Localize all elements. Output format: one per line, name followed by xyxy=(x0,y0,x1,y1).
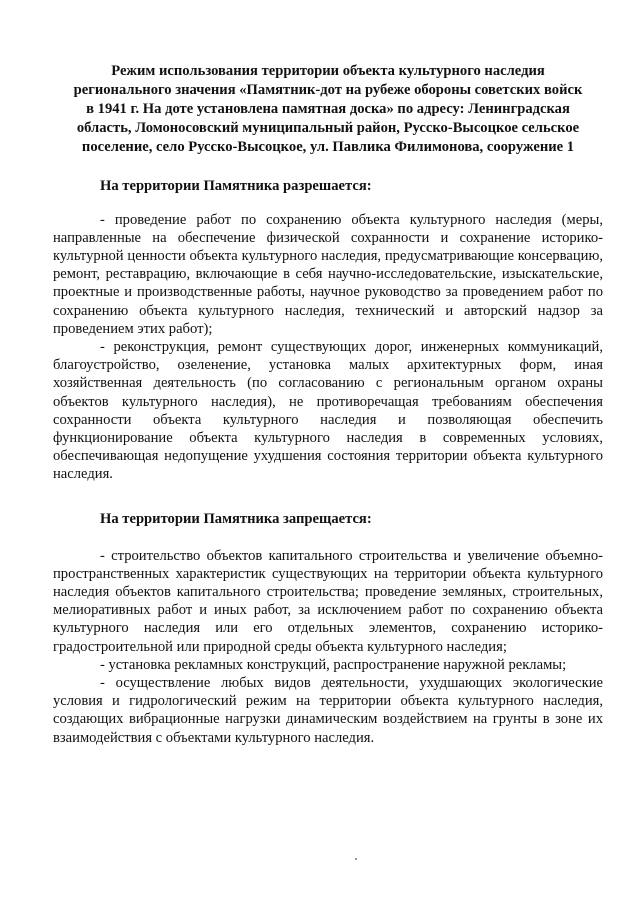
prohibited-heading: На территории Памятника запрещается: xyxy=(100,510,372,527)
title-line: поселение, село Русско-Высоцкое, ул. Павлика Филимонова, сооружение 1 xyxy=(81,138,575,155)
title-line: в 1941 г. На доте установлена памятная доска» по адресу: Ленинградская xyxy=(86,100,570,117)
allowed-list xyxy=(53,211,603,484)
title-line: регионального значения «Памятник-дот на рубеже обороны советских войск xyxy=(73,81,583,98)
prohibited-item: - установка рекламных конструкций, распространение наружной рекламы; xyxy=(100,656,567,673)
title-line: Режим использования территории объекта культурного наследия xyxy=(111,63,545,79)
prohibited-list xyxy=(53,547,603,747)
allowed-item: - проведение работ по сохранению объекта культурного наследия (меры, направленные на обеспечение физической сохранности и сохранение историко-культурной ценности объекта культурного наследия, предусматривающие консервацию, ремонт, реставрацию, включающие в себя научно-исследовательские, изыскательские, проектные и производственные работы, научное руководство за проведением работ по сохранению объекта культурного наследия, технический и авторский надзор за проведением этих работ); xyxy=(53,211,603,337)
document-title xyxy=(53,62,603,157)
scan-speck xyxy=(355,858,357,860)
title-line: область, Ломоносовский муниципальный район, Русско-Высоцкое сельское xyxy=(76,119,580,136)
prohibited-item: - строительство объектов капитального строительства и увеличение объемно-пространственных характеристик существующих на территории объекта культурного наследия объектов капитального строительства; проведение земляных, строительных, мелиоративных работ и иных работ, за исключением работ по сохранению объекта культурного наследия или его отдельных элементов, сохранению историко-градостроительной или природной среды объекта культурного наследия; xyxy=(53,547,603,655)
allowed-heading: На территории Памятника разрешается: xyxy=(100,177,372,194)
prohibited-item: - осуществление любых видов деятельности, ухудшающих экологические условия и гидрологический режим на территории объекта культурного наследия, создающих вибрационные нагрузки динамическим воздействием на грунты в зоне их взаимодействия с объектами культурного наследия. xyxy=(53,675,603,746)
document-page xyxy=(53,62,603,747)
allowed-item: - реконструкция, ремонт существующих дорог, инженерных коммуникаций, благоустройство, озеленение, установка малых архитектурных форм, иная хозяйственная деятельность (по согласованию с региональным органом охраны объектов культурного наследия), не противоречащая требованиям обеспечения сохранности объекта культурного наследия и позволяющая обеспечить функционирование объекта культурного наследия в современных условиях, обеспечивающая недопущение ухудшения состояния территории объекта культурного наследия. xyxy=(53,338,603,483)
